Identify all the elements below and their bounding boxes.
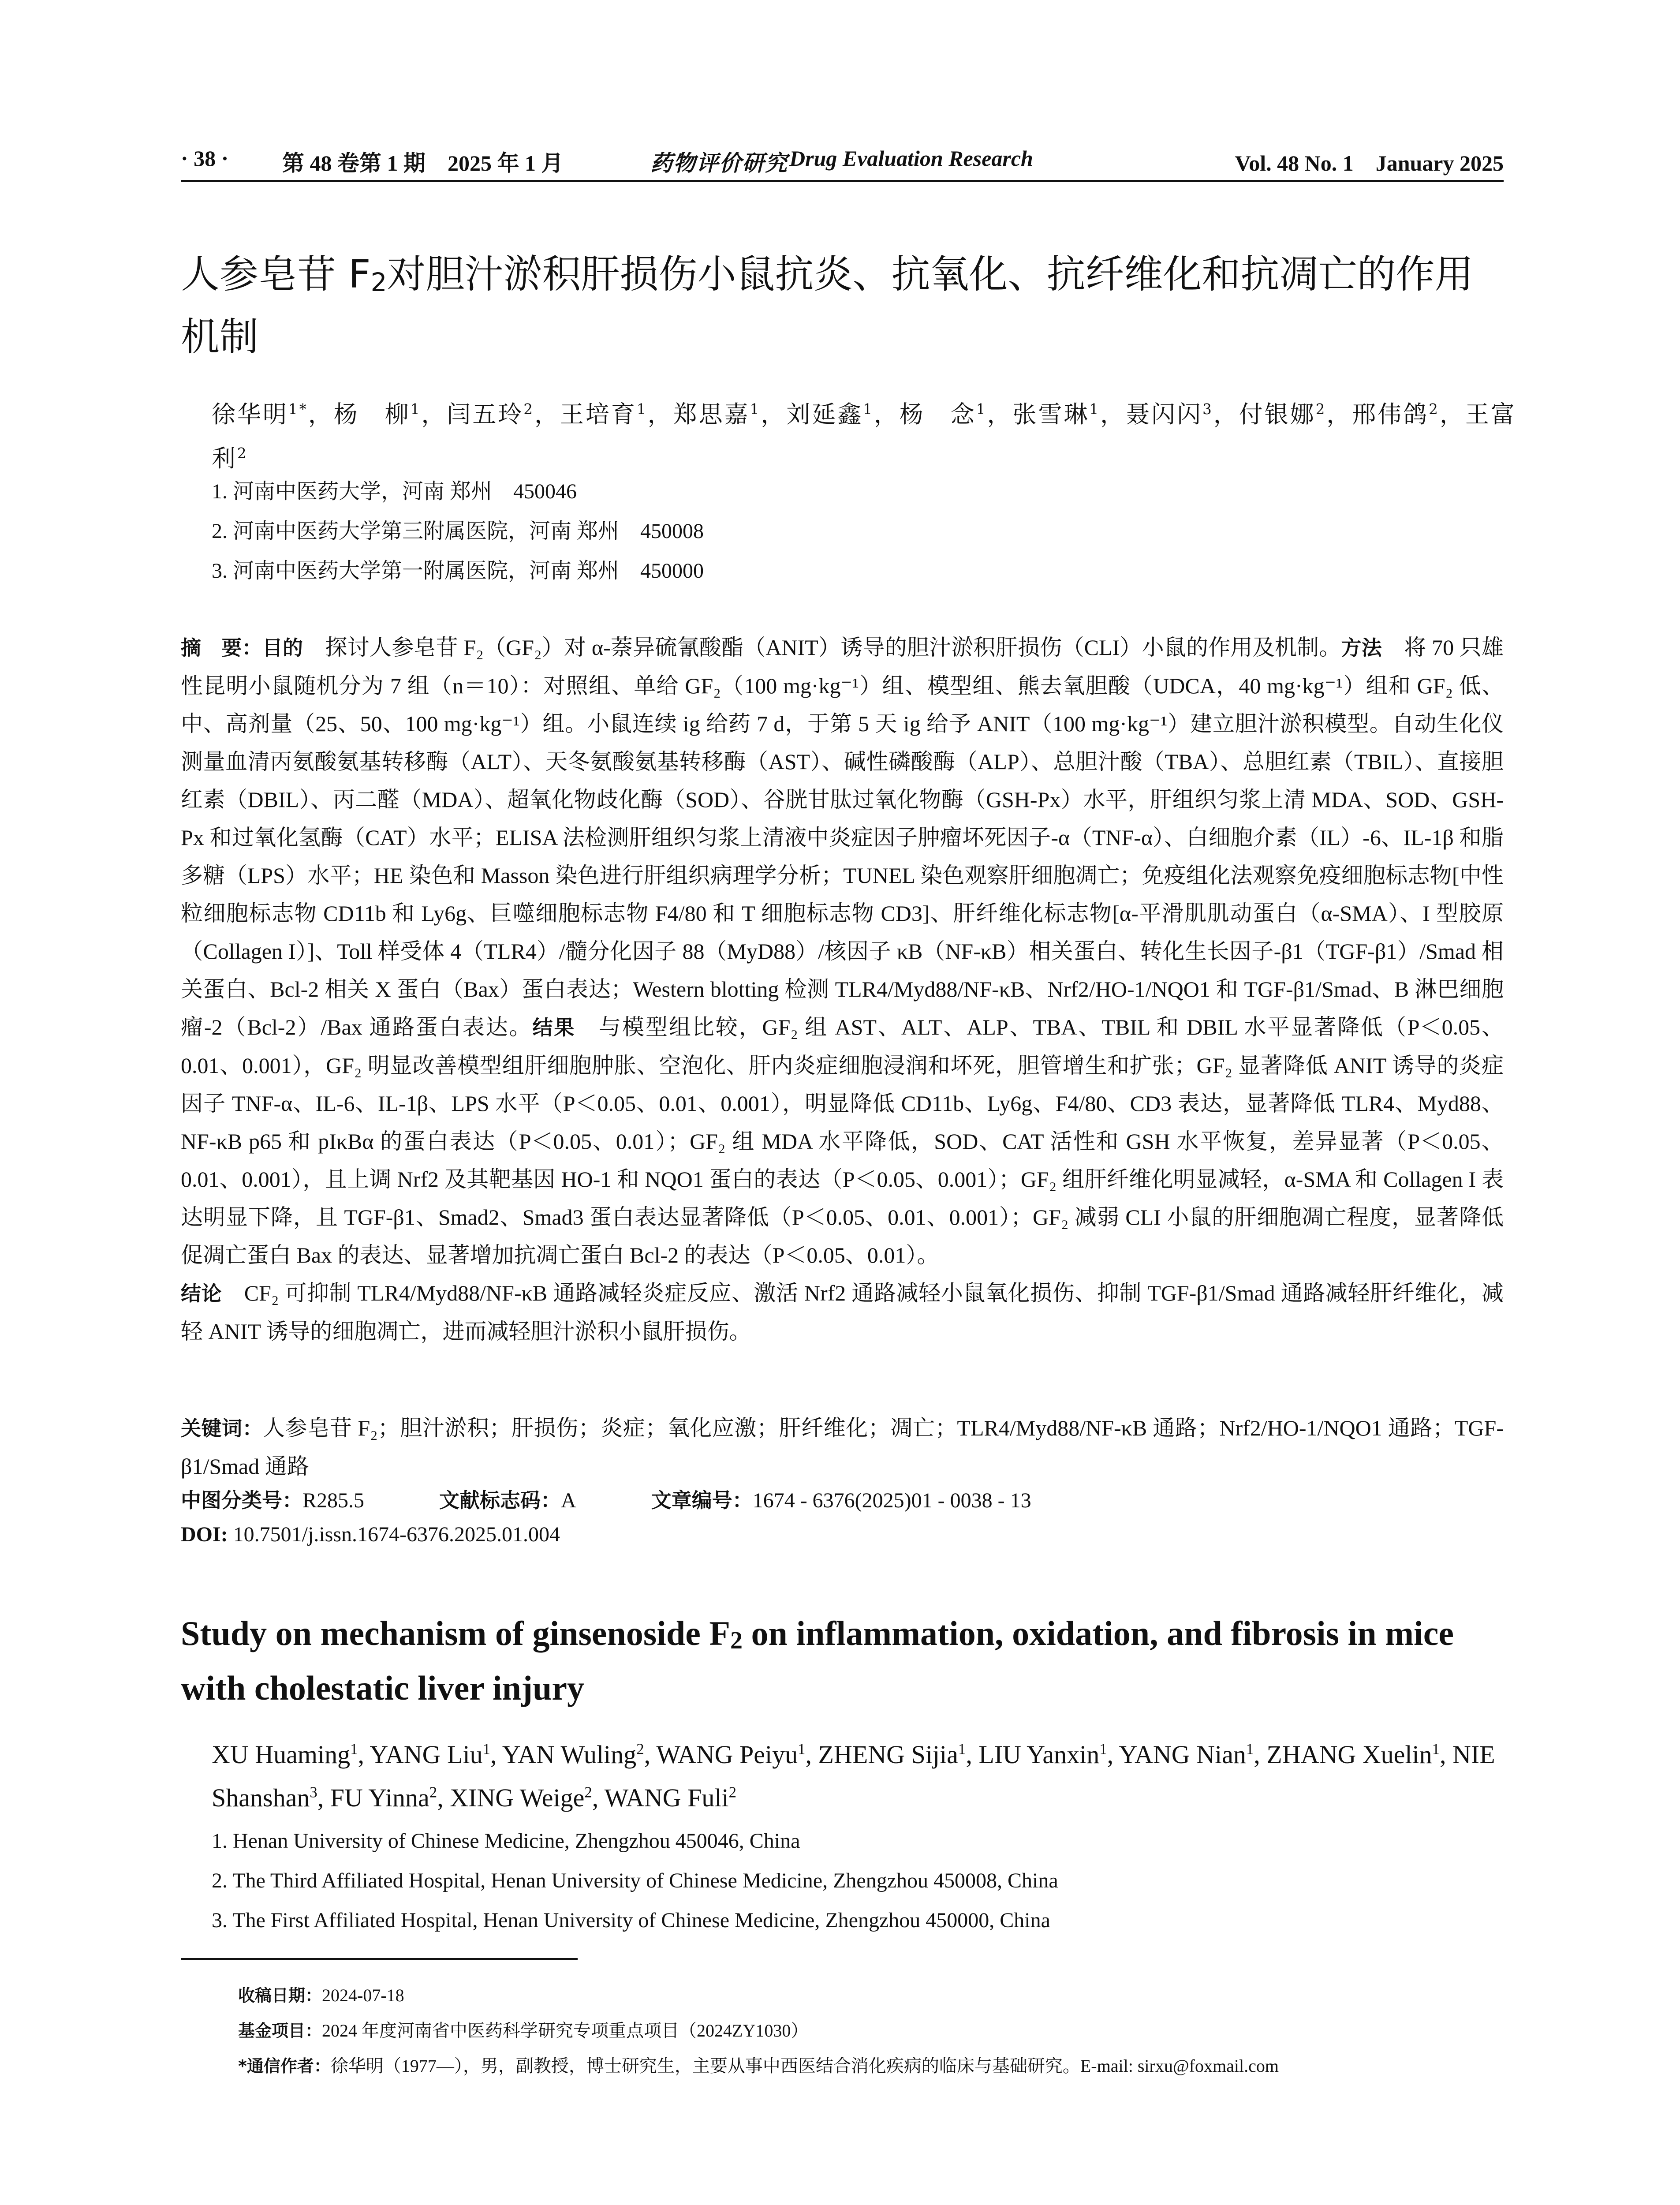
keywords-label: 关键词： <box>181 1416 263 1440</box>
author-name: 王富利 <box>212 400 1516 472</box>
author-name: 聂闪闪 <box>1126 400 1203 428</box>
author-name: 刘延鑫 <box>786 400 863 428</box>
author-name: NIE Shanshan <box>212 1740 1495 1812</box>
author <box>1012 400 1100 428</box>
abstract <box>181 628 1504 1350</box>
journal-logo: 药物评价研究 <box>650 151 788 176</box>
classification-line: 中图分类号：R285.5 文献标志码：A 文章编号：1674 - 6376(2025)01 - 0038 - 13 <box>181 1488 1031 1512</box>
clc-number: R285.5 <box>302 1489 365 1512</box>
conclusion-label: 结论 <box>181 1282 222 1305</box>
author-affiliation-mark: 1 <box>863 401 874 418</box>
author-name: WANG Fuli <box>604 1783 729 1812</box>
author-list-cn: 徐华明$^{1*}$，杨 柳$^1$，闫五玲$^2$，王培育$^1$，郑思嘉$^1$，刘延鑫$^1$，杨 念$^1$，张雪琳$^1$，聂闪闪$^3$，付银娜$^2$，邢伟鸽$^2$，王富利$^2$ <box>212 400 1516 472</box>
affiliation-cn-3: 3. 河南中医药大学第一附属医院，河南 郑州 450000 <box>212 559 704 583</box>
author-name: 付银娜 <box>1239 400 1316 428</box>
keywords <box>181 1409 1504 1485</box>
author-name: YAN Wuling <box>502 1740 637 1769</box>
author <box>212 1740 358 1769</box>
author <box>212 400 308 428</box>
issue-info: 第 48 卷第 1 期 2025 年 1 月 <box>282 151 564 176</box>
doi-value[interactable]: 10.7501/j.issn.1674-6376.2025.01.004 <box>228 1523 560 1546</box>
title-en: Study on mechanism of ginsenoside F2 on inflammation, oxidation, and fibrosis in mice with cholestatic liver injury <box>181 1614 1454 1707</box>
author <box>502 1740 644 1769</box>
author <box>1266 1740 1440 1769</box>
article-number: 1674 - 6376(2025)01 - 0038 - 13 <box>752 1489 1031 1512</box>
author <box>370 1740 490 1769</box>
author-name: 杨 柳 <box>333 400 411 428</box>
author-affiliation-mark: 2 <box>429 1783 437 1801</box>
result-text: 与模型组比较，GF₂ 组 AST、ALT、ALP、TBA、TBIL 和 DBIL 水平显著降低（P＜0.05、0.01、0.001），GF₂ 明显改善模型组肝细胞肿胀、空泡化、肝内炎症细胞浸润和坏死，胆管增生和扩张；GF₂ 显著降低 ANIT 诱导的炎症因子 TNF-α、IL-6、IL-1β、LPS 水平（P＜0.05、0.01、0.001），明显降低 CD11b、Ly6g、F4/80、CD3 表达，显著降低 TLR4、Myd88、NF-κB p65 和 pIκBα 的蛋白表达（P＜0.05、0.01）；GF₂ 组 MDA 水平降低，SOD、CAT 活性和 GSH 水平恢复，差异显著（P＜0.05、0.01、0.001），且上调 Nrf2 及其靶基因 HO-1 和 NQO1 蛋白的表达（P＜0.05、0.001）；GF₂ 组肝纤维化明显减轻，α-SMA 和 Collagen I 表达明显下降，且 TGF-β1、Smad2、Smad3 蛋白表达显著降低（P＜0.05、0.01、0.001）；GF₂ 减弱 CLI 小鼠的肝细胞凋亡程度，显著降低促凋亡蛋白 Bax 的表达、显著增加抗凋亡蛋白 Bcl-2 的表达（P＜0.05、0.01）。 <box>181 1015 1504 1267</box>
author-name: 邢伟鸽 <box>1352 400 1429 428</box>
author <box>450 1783 592 1812</box>
volume-info: Vol. 48 No. 1 January 2025 <box>1235 151 1504 176</box>
keywords-text: 人参皂苷 F₂；胆汁淤积；肝损伤；炎症；氧化应激；肝纤维化；凋亡；TLR4/Myd88/NF-κB 通路；Nrf2/HO-1/NQO1 通路；TGF-β1/Smad 通路 <box>181 1416 1504 1479</box>
author-name: ZHENG Sijia <box>818 1740 958 1769</box>
author-name: 闫五玲 <box>447 400 524 428</box>
result-label: 结果 <box>532 1016 576 1039</box>
doi-label: DOI: <box>181 1523 228 1546</box>
affiliation-cn-2: 2. 河南中医药大学第三附属医院，河南 郑州 450008 <box>212 519 704 543</box>
author-affiliation-mark: 1 <box>637 401 648 418</box>
author-affiliation-mark: 2 <box>1315 401 1327 418</box>
author-name: 徐华明 <box>212 400 288 428</box>
author-affiliation-mark: 1 <box>798 1740 806 1758</box>
method-text: 将 70 只雄性昆明小鼠随机分为 7 组（n＝10）：对照组、单给 GF₂（100 mg·kg⁻¹）组、模型组、熊去氧胆酸（UDCA，40 mg·kg⁻¹）组和 GF₂ 低、中、高剂量（25、50、100 mg·kg⁻¹）组。小鼠连续 ig 给药 7 d，于第 5 天 ig 给予 ANIT（100 mg·kg⁻¹）建立胆汁淤积模型。自动生化仪测量血清丙氨酸氨基转移酶（ALT）、天冬氨酸氨基转移酶（AST）、碱性磷酸酶（ALP）、总胆汁酸（TBA）、总胆红素（TBIL）、直接胆红素（DBIL）、丙二醛（MDA）、超氧化物歧化酶（SOD）、谷胱甘肽过氧化物酶（GSH-Px）水平，肝组织匀浆上清 MDA、SOD、GSH-Px 和过氧化氢酶（CAT）水平；ELISA 法检测肝组织匀浆上清液中炎症因子肿瘤坏死因子-α（TNF-α）、白细胞介素（IL）-6、IL-1β 和脂多糖（LPS）水平；HE 染色和 Masson 染色进行肝组织病理学分析；TUNEL 染色观察肝细胞凋亡；免疫组化法观察免疫细胞标志物[中性粒细胞标志物 CD11b 和 Ly6g、巨噬细胞标志物 F4/80 和 T 细胞标志物 CD3]、肝纤维化标志物[α-平滑肌肌动蛋白（α-SMA）、I 型胶原（Collagen I）]、Toll 样受体 4（TLR4）/髓分化因子 88（MyD88）/核因子 κB（NF-κB）相关蛋白、转化生长因子-β1（TGF-β1）/Smad 相关蛋白、Bcl-2 相关 X 蛋白（Bax）蛋白表达；Western blotting 检测 TLR4/Myd88/NF-κB、Nrf2/HO-1/NQO1 和 TGF-β1/Smad、B 淋巴细胞瘤-2（Bcl-2）/Bax 通路蛋白表达。 <box>181 635 1504 1039</box>
affiliation-en-1: 1. Henan University of Chinese Medicine, Zhengzhou 450046, China <box>212 1829 800 1853</box>
footnote-corresponding: *通信作者：徐华明（1977—），男，副教授，博士研究生，主要从事中西医结合消化疾病的临床与基础研究。E-mail: sirxu@foxmail.com <box>238 2056 1279 2076</box>
objective-text: 探讨人参皂苷 F₂（GF₂）对 α-萘异硫氰酸酯（ANIT）诱导的胆汁淤积肝损伤（CLI）小鼠的作用及机制。 <box>303 635 1341 660</box>
author <box>330 1783 437 1812</box>
author-affiliation-mark: 2 <box>636 1740 644 1758</box>
author-name: FU Yinna <box>330 1783 429 1812</box>
author-affiliation-mark: 1 <box>750 401 761 418</box>
author-name: LIU Yanxin <box>978 1740 1100 1769</box>
method-label: 方法 <box>1341 636 1382 660</box>
author-affiliation-mark: 1 <box>958 1740 966 1758</box>
author <box>447 400 534 428</box>
conclusion-text: CF₂ 可抑制 TLR4/Myd88/NF-κB 通路减轻炎症反应、激活 Nrf2 通路减轻小鼠氧化损伤、抑制 TGF-β1/Smad 通路减轻肝纤维化，减轻 ANIT 诱导的细胞凋亡，进而减轻胆汁淤积小鼠肝损伤。 <box>181 1281 1504 1344</box>
author-affiliation-mark: 1 <box>976 401 987 418</box>
author-name: XU Huaming <box>212 1740 351 1769</box>
author <box>978 1740 1107 1769</box>
journal-name: Drug Evaluation Research <box>789 146 1033 171</box>
page-number: · 38 · <box>181 146 229 171</box>
author-affiliation-mark: 2 <box>728 1783 737 1801</box>
objective-label: 目的 <box>262 636 303 660</box>
author-affiliation-mark: 1 <box>410 401 422 418</box>
author-name: ZHANG Xuelin <box>1266 1740 1432 1769</box>
author-affiliation-mark: 2 <box>237 445 248 462</box>
author-name: 杨 念 <box>899 400 976 428</box>
author-name: 郑思嘉 <box>673 400 750 428</box>
author-affiliation-mark: 2 <box>523 401 535 418</box>
author-name: XING Weige <box>450 1783 585 1812</box>
author-list-en: XU Huaming$^1$, YANG Liu$^1$, YAN Wuling$^2$, WANG Peiyu$^1$, ZHENG Sijia$^1$, LIU Yanxin$^1$, YANG Nian$^1$, ZHANG Xuelin$^1$, NIE Shanshan$^3$, FU Yinna$^2$, XING Weige$^2$, WANG Fuli$^2$ <box>212 1740 1495 1812</box>
author-affiliation-mark: 1* <box>288 401 308 418</box>
affiliation-en-3: 3. The First Affiliated Hospital, Henan University of Chinese Medicine, Zhengzhou 450000, China <box>212 1909 1050 1932</box>
author-name: WANG Peiyu <box>656 1740 798 1769</box>
author <box>1352 400 1440 428</box>
author-affiliation-mark: 2 <box>584 1783 592 1801</box>
author-name: YANG Nian <box>1119 1740 1246 1769</box>
footnote-received: 收稿日期：2024-07-18 <box>238 1985 404 2005</box>
author-name: 张雪琳 <box>1012 400 1090 428</box>
author-affiliation-mark: 1 <box>1432 1740 1440 1758</box>
footnote-divider <box>181 1958 578 1960</box>
document-code: A <box>561 1489 576 1512</box>
footnote-funding: 基金项目：2024 年度河南省中医药科学研究专项重点项目（2024ZY1030） <box>238 2021 809 2041</box>
author <box>1239 400 1327 428</box>
author-affiliation-mark: 3 <box>1202 401 1213 418</box>
author <box>673 400 761 428</box>
author-affiliation-mark: 1 <box>1099 1740 1107 1758</box>
author <box>900 400 987 428</box>
author-affiliation-mark: 1 <box>1246 1740 1254 1758</box>
author-name: YANG Liu <box>370 1740 483 1769</box>
author <box>605 1783 736 1812</box>
author-affiliation-mark: 1 <box>350 1740 358 1758</box>
affiliation-en-2: 2. The Third Affiliated Hospital, Henan University of Chinese Medicine, Zhengzhou 450008, China <box>212 1869 1058 1892</box>
author <box>657 1740 806 1769</box>
title-cn: 人参皂苷 F2对胆汁淤积肝损伤小鼠抗炎、抗氧化、抗纤维化和抗凋亡的作用机制 <box>181 251 1474 359</box>
affiliation-cn-1: 1. 河南中医药大学，河南 郑州 450046 <box>212 480 577 503</box>
author <box>560 400 648 428</box>
author <box>334 400 422 428</box>
doi-line <box>181 1517 560 1552</box>
running-header <box>181 140 1504 182</box>
author-name: 王培育 <box>560 400 637 428</box>
abstract-label: 摘 要： <box>181 636 262 660</box>
author <box>1126 400 1213 428</box>
author-affiliation-mark: 1 <box>482 1740 490 1758</box>
author-affiliation-mark: 2 <box>1429 401 1440 418</box>
author <box>786 400 874 428</box>
author <box>1119 1740 1254 1769</box>
author-affiliation-mark: 3 <box>310 1783 317 1801</box>
author <box>818 1740 966 1769</box>
author-affiliation-mark: 1 <box>1089 401 1101 418</box>
